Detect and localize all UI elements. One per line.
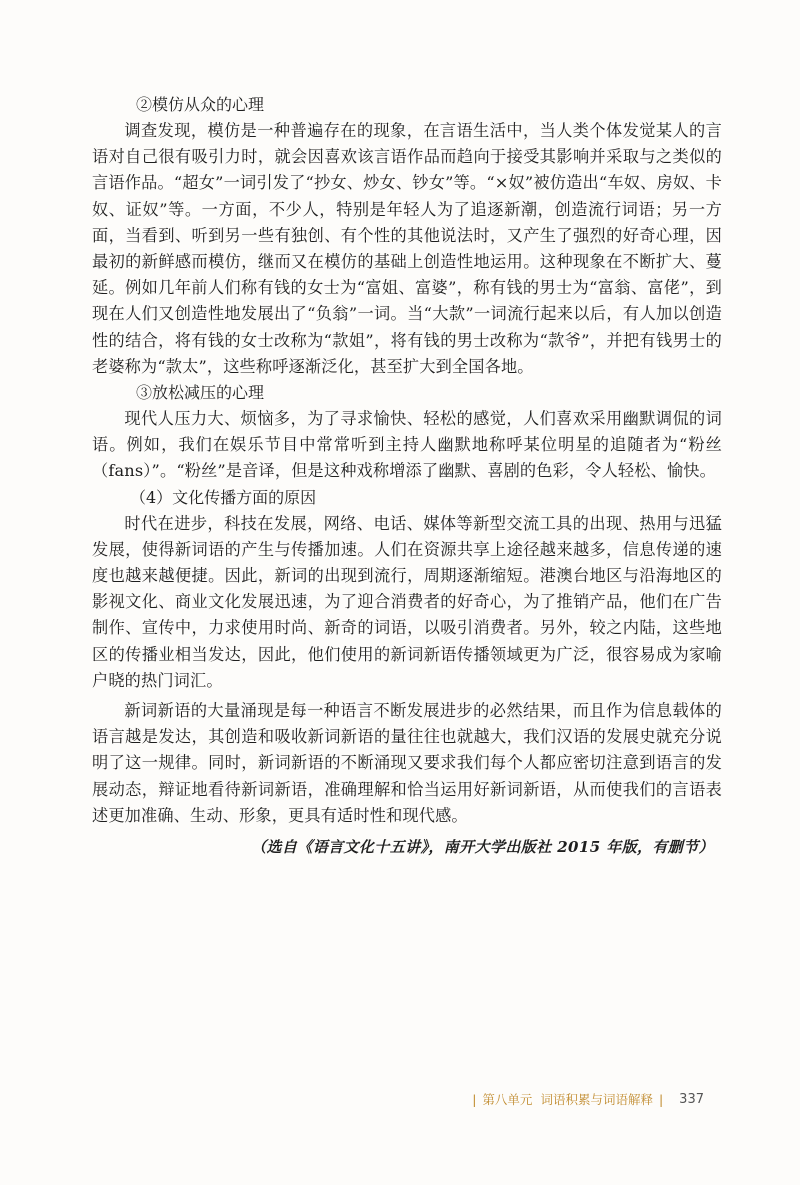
paragraph-conclusion: 新词新语的大量涌现是每一种语言不断发展进步的必然结果，而且作为信息载体的语言越是发达，其创造和吸收新词新语的量往往也就越大，我们汉语的发展史就充分说明了这一规律。同时，新词新语的不断涌现又要求我们每个人都应密切注意到语言的发展动态，辩证地看待新词新语，准确理解和恰当运用好新词新语，从而使我们的言语表述更加准确、生动、形象，更具有适时性和现代感。: [92, 701, 722, 825]
section-heading-culture: （4）文化传播方面的原因: [130, 487, 317, 507]
footer-unit-label: 第八单元: [482, 1092, 533, 1107]
paragraph-relax: 现代人压力大、烦恼多，为了寻求愉快、轻松的感觉，人们喜欢采用幽默调侃的词语。例如，我们在娱乐节目中常常听到主持人幽默地称呼某位明星的追随者为“粉丝（fans）”。“粉丝”是音译，但是这种戏称增添了幽默、喜剧的色彩，令人轻松、愉快。: [92, 409, 722, 481]
page-footer: [466, 1090, 704, 1108]
paragraph-culture: 时代在进步，科技在发展，网络、电话、媒体等新型交流工具的出现、热用与迅猛发展，使得新词语的产生与传播加速。人们在资源共享上途径越来越多，信息传递的速度也越来越便捷。因此，新词的出现到流行，周期逐渐缩短。港澳台地区与沿海地区的影视文化、商业文化发展迅速，为了迎合消费者的好奇心，为了推销产品，他们在广告制作、宣传中，力求使用时尚、新奇的词语，以吸引消费者。另外，较之内陆，这些地区的传播业相当发达，因此，他们使用的新词新语传播领域更为广泛，很容易成为家喻户晓的热门词汇。: [92, 513, 722, 690]
section-heading-relax: ③放松减压的心理: [136, 383, 265, 403]
source-citation: （选自《语言文化十五讲》，南开大学出版社 2015 年版，有删节）: [251, 838, 714, 857]
paragraph-imitation: 调查发现，模仿是一种普遍存在的现象，在言语生活中，当人类个体发觉某人的言语对自己很有吸引力时，就会因喜欢该言语作品而趋向于接受其影响并采取与之类似的言语作品。“超女”一词引发了“抄女、炒女、钞女”等。“×奴”被仿造出“车奴、房奴、卡奴、证奴”等。一方面，不少人，特别是年轻人为了追逐新潮，创造流行词语；另一方面，当看到、听到另一些有独创、有个性的其他说法时，又产生了强烈的好奇心理，因最初的新鲜感而模仿，继而又在模仿的基础上创造性地运用。这种现象在不断扩大、蔓延。例如几年前人们称有钱的女士为“富姐、富婆”，称有钱的男士为“富翁、富佬”，到现在人们又创造性地发展出了“负翁”一词。当“大款”一词流行起来以后，有人加以创造性的结合，将有钱的女士改称为“款姐”，将有钱的男士改称为“款爷”，并把有钱男士的老婆称为“款太”，这些称呼逐渐泛化，甚至扩大到全国各地。: [92, 121, 722, 376]
footer-divider-right: |: [658, 1091, 664, 1107]
footer-chapter-title: 词语积累与词语解释: [540, 1092, 653, 1107]
footer-divider-left: |: [472, 1091, 477, 1107]
page-content: [92, 92, 722, 859]
section-heading-imitation: ②模仿从众的心理: [136, 95, 265, 114]
page-number: 337: [679, 1091, 704, 1107]
